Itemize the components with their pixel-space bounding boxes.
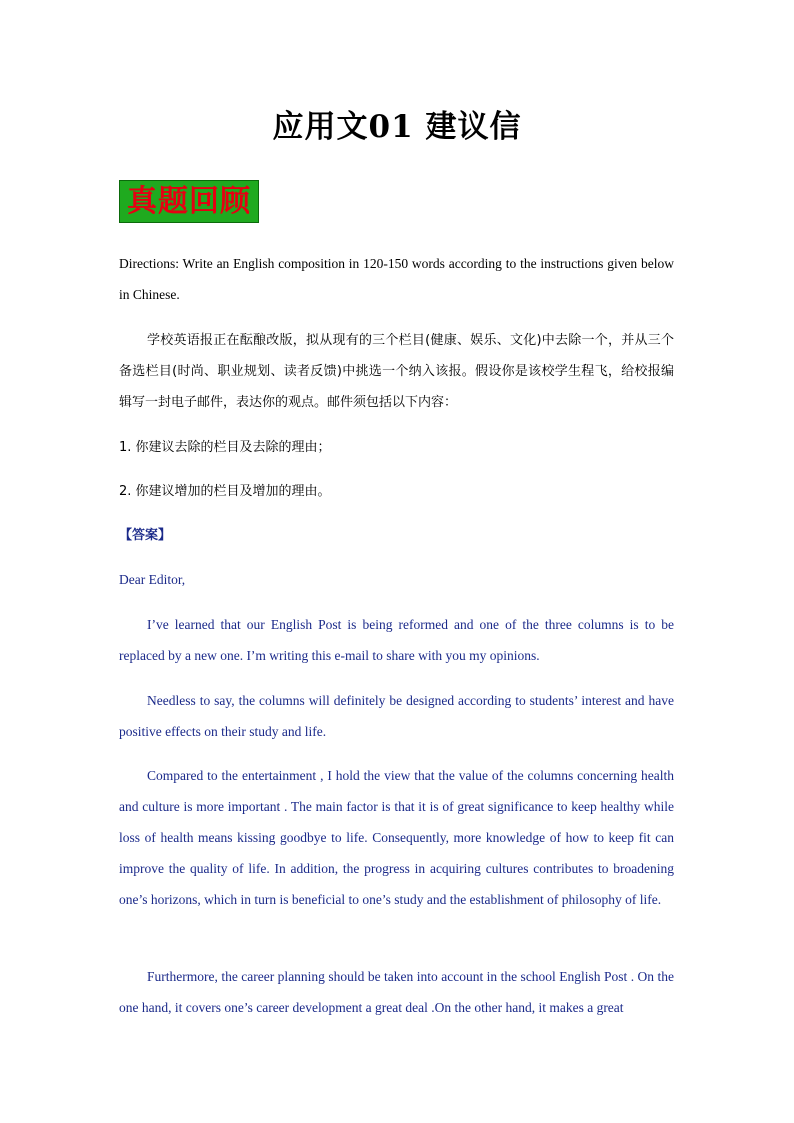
task-point-2: 2. 你建议增加的栏目及增加的理由。 bbox=[119, 484, 331, 499]
letter-paragraph-3: Compared to the entertainment , I hold the view that the value of the columns concerning health and culture is more important . The main factor is that it is of great significance to keep healthy while loss of health means kissing goodbye to life. Consequently, more knowledge of how to keep fit can improve the quality of life. In addition, the progress in acquiring cultures contributes to broadening one’s horizons, which in turn is beneficial to one’s study and the establishment of philosophy of life. bbox=[119, 768, 674, 907]
page-title: 应用文01 建议信 bbox=[272, 109, 522, 145]
answer-label: 【答案】 bbox=[119, 528, 172, 543]
task-point-1: 1. 你建议去除的栏目及去除的理由； bbox=[119, 440, 331, 455]
task-intro-paragraph: 学校英语报正在酝酿改版，拟从现有的三个栏目(健康、娱乐、文化)中去除一个，并从三个备选栏目(时尚、职业规划、读者反馈)中挑选一个纳入该报。假设你是该校学生程飞，给校报编辑写一封电子邮件，表达你的观点。邮件须包括以下内容： bbox=[119, 333, 674, 410]
letter-greeting: Dear Editor, bbox=[119, 572, 186, 587]
directions-paragraph: Directions: Write an English composition in 120-150 words according to the instructions given below in Chinese. bbox=[119, 256, 674, 302]
letter-paragraph-4: Furthermore, the career planning should be taken into account in the school English Post . On the one hand, it covers one’s career development a great deal .On the other hand, it makes a great bbox=[119, 969, 674, 1015]
letter-paragraph-1: I’ve learned that our English Post is being reformed and one of the three columns is to be replaced by a new one. I’m writing this e-mail to share with you my opinions. bbox=[119, 617, 674, 663]
section-badge: 真题回顾 bbox=[119, 180, 259, 223]
letter-paragraph-2: Needless to say, the columns will definitely be designed according to students’ interest and have positive effects on their study and life. bbox=[119, 693, 674, 739]
